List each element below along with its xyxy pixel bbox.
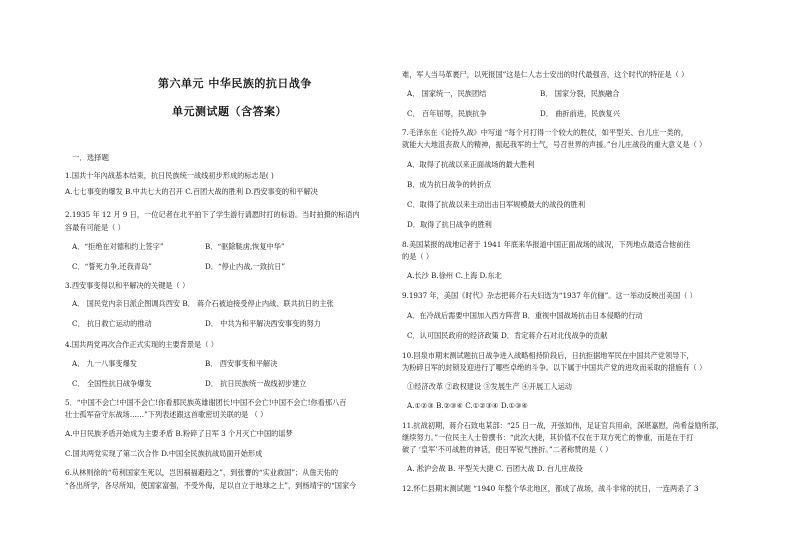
question-10-cont: 为粉碎日军的封锁及迎进行了哪些卓绝的斗争。以下属于中国共产党的进攻而采取的措施有（ ）: [402, 363, 707, 372]
question-7-option-c: C．取得了抗战以来主动出击日军规模最大的战役的胜利: [407, 200, 586, 209]
question-8: 8.美国某报的战地记者于 1941 年底来华报道中国正面战场的战况，下列地点最适合他前往: [402, 240, 691, 249]
question-3-option-d: D． 中共为和平解决西安事变的努力: [205, 319, 321, 328]
question-2-option-c: C．“誓死力争,还我青岛”: [72, 262, 152, 271]
question-6-option-d: D． 曲折前进，民族复兴: [540, 109, 620, 118]
question-2-option-d: D．“停止内战,一致抗日”: [205, 262, 286, 271]
question-3: 3.西安事变得以和平解决的关键是（ ）: [65, 281, 190, 290]
section-heading: 一．选择题: [72, 153, 109, 162]
question-4-option-b: B． 西安事变和平解决: [205, 359, 278, 368]
question-9: 9.1937 年，美国《时代》杂志把蒋介石夫妇选为“1937 年伉俪”。这一举动反映出美国（ ）: [402, 291, 697, 300]
question-7-option-a: A．取得了抗战以来正面战场的最大胜利: [407, 160, 535, 169]
question-4-option-c: C． 全国性抗日战争爆发: [72, 379, 152, 388]
question-11: 11.抗战初期，蒋介石致电某部：“25 日一战，开弦如伟，足证官兵用命，深堪嘉慰，尚希益励所部，: [402, 421, 724, 430]
question-5: 5．“中国不会亡!中国不会亡!你看那民族英雄谢团长!中国不会亡!中国不会亡!你看那八百: [65, 398, 347, 407]
question-8-options: A.长沙 B.徐州 C.上海 D.东北: [407, 271, 502, 280]
question-11-cont-1: 继续努力。”一位民主人士曾撰书：“此次大捷，其价值不仅在于双方死亡的惨重，而是在于打: [402, 433, 694, 442]
question-7-option-d: D．取得了抗日战争的胜利: [407, 220, 492, 229]
question-2-option-a: A．“拒绝在对德和约上签字”: [72, 242, 164, 251]
question-3-options-ab: A． 国民党内亲日派企图调兵西安 B． 蒋介石被迫接受停止内战、联共抗日的主张: [72, 299, 334, 308]
question-9-options-ab: A．在冷战后需要中国加入西方阵营 B．重视中国战场抗击日本侵略的行动: [407, 311, 643, 320]
question-6-option-a: A． 国家统一，民族团结: [407, 89, 487, 98]
question-12: 12.怀仁县期末测试题 “1940 年整个华北地区，都成了战场，战斗非常的扰日，一连两杀了 3: [402, 484, 699, 493]
question-10-options: A.①②③ B.②③④ C.①②③④ D.①③④: [407, 401, 528, 410]
question-6-option-b: B． 国家分裂，民族融合: [540, 89, 620, 98]
question-5-cont: 壮士孤军奋守东战场……”下列表述跟这首歌密切关联的是 （ ）: [65, 410, 268, 419]
question-2: 2.1935 年 12 月 9 日，一位记者在北平拍下了学生游行请愿时打的标语。当时拍摄的标语内: [65, 210, 360, 219]
question-10-items: ①经济改革 ②政权建设 ③发展生产 ④开展工人运动: [407, 382, 572, 391]
question-1: 1.国共十年內战基本结束，抗日民族统一战线初步形成的标志是( ): [65, 171, 274, 180]
question-4-option-a: A． 九一八事变爆发: [72, 359, 137, 368]
question-7-option-b: B．成为抗日战争的转折点: [407, 180, 492, 189]
question-9-options-cd: C．认可国民政府的经济政策 D．肯定蒋介石对北伐战争的贡献: [407, 331, 608, 340]
question-6-cont: “各出所学，各尽所知，使国家富强，不受外侮，足以自立于地球之上”，到杨靖宇的“国家今: [65, 481, 357, 490]
unit-title: 第六单元 中华民族的抗日战争: [158, 77, 312, 90]
question-7-cont: 就能大大地沮丧敌人的精神，振起我军的士气，号召世界的声援。”台儿庄战役的重大意义是（ ）: [402, 140, 707, 149]
question-10: 10.回泉市期末测试题抗日战争进入战略相持阶段后，日抗拒据地军民在中国共产党领导下，: [402, 351, 694, 360]
question-4: 4.国共两党再次合作正式实现的主要背景是（ ）: [65, 340, 218, 349]
question-2-cont: 容最有可能是（ ）: [65, 223, 125, 232]
question-2-option-b: B．“驱除鞑虏,恢复中华”: [205, 242, 285, 251]
question-6-stem-end: 难，军人当马革裹尸，以死报国”这是仁人志士安出的时代最强音，这个时代的特征是（ ）: [402, 70, 689, 79]
question-11-options: A. 淞沪会战 B. 平型关大捷 C. 百团大战 D. 台儿庄战役: [407, 464, 583, 473]
question-3-option-c: C． 抗日救亡运动的推动: [72, 319, 152, 328]
question-11-cont-2: 破了 ‘皇军’不可战胜的神话，使日军锐气挫折。”二者称赞的是（ ）: [402, 445, 613, 454]
question-5-options-cd: C.国共两党实现了第二次合作 D.中国全民族抗战局面开始形成: [65, 449, 263, 458]
question-6: 6.从林则徐的“苟利国家生死以，岂因祸福避趋之”，到张謇的“实业救国”；从詹天佑的: [65, 468, 339, 477]
question-4-option-d: D． 抗日民族统一战线初步建立: [205, 379, 307, 388]
question-5-options-ab: A.中日民族矛盾开始成为主要矛盾 B.粉碎了日军 3 个月灭亡中国的谣梦: [65, 429, 293, 438]
question-1-options: A.七七事变的爆发 B.中共七大的召开 C.百团大战的胜利 D.西安事变的和平解决: [65, 187, 318, 196]
question-8-cont: 的是（ ）: [402, 252, 434, 261]
question-6-option-c: C． 百年屈辱，民族抗争: [407, 109, 487, 118]
test-subtitle: 单元测试题（含答案）: [172, 105, 287, 118]
question-7: 7.毛泽东在《论持久战》中写道 “每个月打得一个较大的胜仗，如平型关、台儿庄一类的，: [402, 128, 688, 137]
right-column: [400, 0, 794, 560]
